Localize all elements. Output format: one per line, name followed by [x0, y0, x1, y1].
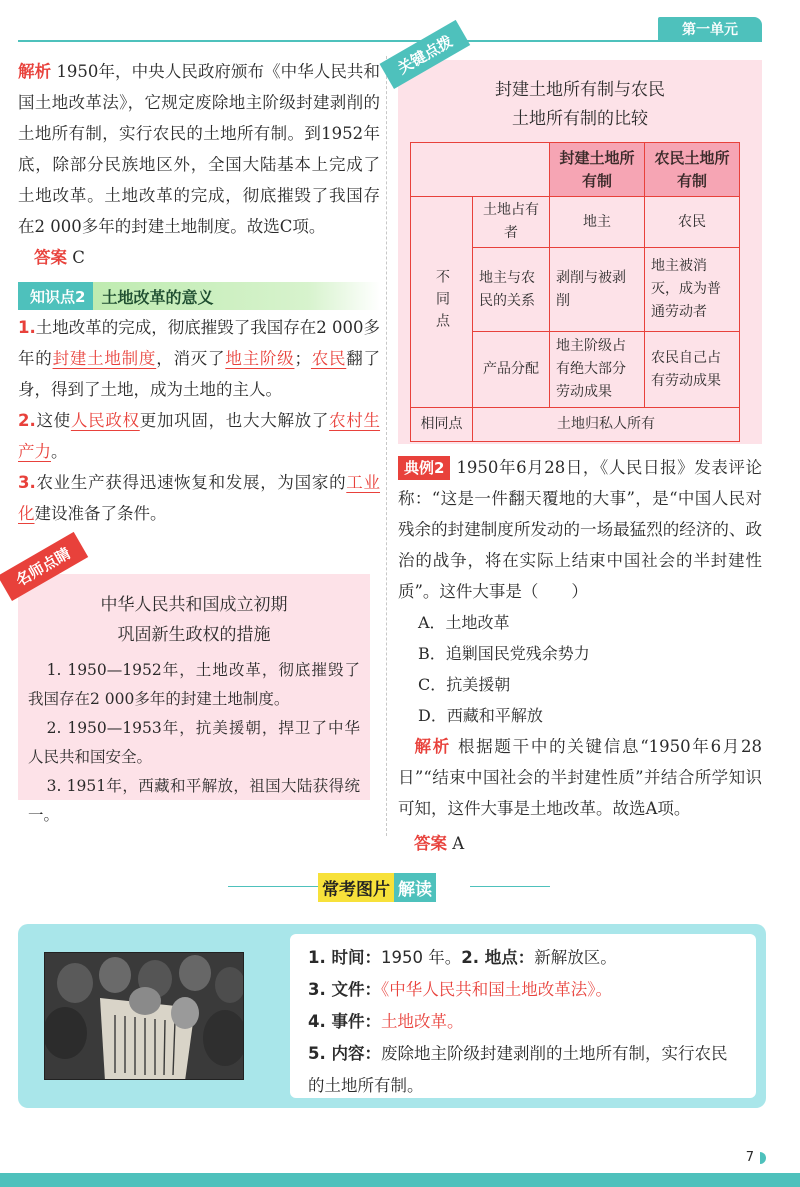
column-divider [386, 56, 387, 836]
info-value: 土地改革。 [381, 1012, 464, 1031]
page-marker [760, 1152, 766, 1164]
item-text: 翻了身，得到了土地，成为土地的主人。 [18, 349, 381, 399]
info-value: 1950 年。 [381, 948, 462, 967]
teacher-point-1: 1. 1950—1952年，土地改革，彻底摧毁了我国存在2 000多年的封建土地制度。 [28, 661, 360, 708]
teacher-tips-ribbon: 名师点睛 [0, 532, 88, 601]
table-cell: 农民 [645, 197, 740, 248]
item-text: 。 [51, 442, 68, 461]
info-line-1 [308, 942, 738, 974]
key-title-line-2: 土地所有制的比较 [512, 109, 648, 129]
info-value: 新解放区。 [534, 948, 617, 967]
item-text: 农业生产获得迅速恢复和发展，为国家的 [35, 473, 347, 492]
table-cell: 地主被消灭，成为普通劳动者 [645, 248, 740, 332]
info-key: 3. 文件： [308, 980, 381, 999]
significance-item-2 [18, 405, 380, 467]
knowledge-point-title: 土地改革的意义 [101, 287, 214, 307]
table-header-cell: 农民土地所有制 [645, 143, 740, 197]
item-text: 这使 [35, 411, 71, 430]
table-row [411, 197, 740, 248]
option-a: A．土地改革 [418, 613, 510, 632]
info-line-3 [308, 1006, 738, 1038]
comparison-table [410, 142, 740, 442]
table-header-cell: 封建土地所有制 [550, 143, 645, 197]
right-column [398, 452, 762, 860]
bottom-bar [0, 1173, 800, 1187]
option-d: D．西藏和平解放 [418, 706, 543, 725]
teacher-tips-body [18, 650, 370, 830]
key-term: 农民 [310, 349, 347, 368]
example-tag: 典例2 [398, 456, 450, 480]
option-c: C．抗美援朝 [418, 675, 511, 694]
table-row [411, 408, 740, 442]
info-value: 《中华人民共和国土地改革法》。 [381, 980, 612, 999]
left-column [18, 56, 380, 529]
page-number: 7 [745, 1150, 754, 1165]
answer-value: A [452, 834, 465, 853]
table-cell: 地主与农民的关系 [473, 248, 550, 332]
info-key: 4. 事件： [308, 1012, 381, 1031]
same-value-cell: 土地归私人所有 [473, 408, 740, 442]
item-text: ； [294, 349, 311, 368]
info-value: 废除地主阶级封建剥削的土地所有制，实行农民的土地所有制。 [308, 1044, 728, 1095]
item-text: ，消灭了 [156, 349, 226, 368]
divider-line-right [470, 886, 550, 887]
item-number: 2. [18, 411, 36, 430]
key-term: 封建土地制度 [52, 349, 157, 368]
table-cell: 土地占有者 [473, 197, 550, 248]
option-b: B．追剿国民党残余势力 [418, 644, 590, 663]
picture-box [18, 924, 766, 1108]
picture-section-divider [0, 870, 800, 910]
answer-line-2 [398, 828, 762, 860]
diff-label-cell: 不同点 [411, 197, 473, 408]
info-key: 2. 地点： [461, 948, 535, 967]
same-label-cell: 相同点 [411, 408, 473, 442]
key-points-title [398, 60, 762, 134]
info-key: 5. 内容： [308, 1044, 381, 1063]
table-cell: 农民自己占有劳动成果 [645, 332, 740, 408]
significance-item-3 [18, 467, 380, 529]
info-line-4 [308, 1038, 738, 1102]
top-rule [18, 40, 762, 42]
teacher-point-3: 3. 1951年，西藏和平解放，祖国大陆获得统一。 [28, 777, 360, 824]
key-points-box [394, 32, 762, 444]
picture-title-b: 解读 [394, 873, 436, 902]
teacher-point-2: 2. 1950—1953年，抗美援朝，捍卫了中华人民共和国安全。 [28, 719, 360, 766]
analysis-text: 1950年，中央人民政府颁布《中华人民共和国土地改革法》，它规定废除地主阶级封建剥削的土地所有制，实行农民的土地所有制。到1952年底，除部分民族地区外，全国大陆基本上完成了土地改革。土地改革的完成，彻底摧毁了我国存在2 000多年的封建土地制度。故选C项。 [18, 62, 380, 236]
picture-title-a: 常考图片 [318, 873, 394, 902]
item-number: 3. [18, 473, 36, 492]
picture-section-title [318, 872, 468, 902]
key-term: 地主阶级 [225, 349, 295, 368]
info-line-2 [308, 974, 738, 1006]
photo-illustration [45, 953, 244, 1080]
significance-item-1 [18, 312, 380, 405]
unit-tab: 第一单元 [658, 17, 762, 41]
table-corner-cell [411, 143, 550, 197]
historical-photo [44, 952, 244, 1080]
key-term: 农村生产力 [18, 411, 381, 461]
teacher-tips-title [18, 574, 370, 650]
table-cell: 地主 [550, 197, 645, 248]
teacher-tips-box [12, 544, 370, 824]
item-text: 土地改革的完成，彻底摧毁了我国存在2 000多年的 [18, 318, 380, 368]
key-term: 工业化 [18, 473, 381, 523]
key-points-ribbon: 关键点拨 [380, 20, 471, 89]
question-text: 1950年6月28日，《人民日报》发表评论称：“这是一件翻天覆地的大事”，是“中国人民对残余的封建制度所发动的一场最猛烈的经济的、政治的战争，将在实际上结束中国社会的半封建性质”。这件大事是（ ） [398, 458, 762, 601]
analysis-paragraph-2 [398, 731, 762, 824]
answer-label: 答案 [414, 834, 447, 853]
teacher-title-line-1: 中华人民共和国成立初期 [100, 595, 288, 615]
answer-line-1 [18, 242, 380, 274]
divider-line-left [228, 886, 318, 887]
analysis-paragraph-1 [18, 56, 380, 242]
analysis-label: 解析 [18, 62, 52, 81]
table-cell: 产品分配 [473, 332, 550, 408]
key-title-line-1: 封建土地所有制与农民 [495, 80, 665, 100]
info-key: 1. 时间： [308, 948, 381, 967]
analysis-label: 解析 [414, 737, 451, 756]
table-cell: 地主阶级占有绝大部分劳动成果 [550, 332, 645, 408]
analysis-text: 根据题干中的关键信息“1950年6月28日”“结束中国社会的半封建性质”并结合所学知识可知，这件大事是土地改革。故选A项。 [398, 737, 763, 818]
answer-value: C [72, 248, 85, 267]
answer-label: 答案 [34, 248, 67, 267]
example-question [398, 452, 762, 607]
teacher-title-line-2: 巩固新生政权的措施 [117, 625, 271, 645]
knowledge-point-tag: 知识点2 [18, 282, 93, 310]
item-text: 更加巩固，也大大解放了 [139, 411, 330, 430]
key-term: 人民政权 [70, 411, 140, 430]
table-header-row [411, 143, 740, 197]
picture-info-panel [290, 934, 756, 1098]
item-number: 1. [18, 318, 36, 337]
knowledge-point-heading [18, 282, 380, 310]
table-cell: 剥削与被剥削 [550, 248, 645, 332]
item-text: 建设准备了条件。 [34, 504, 167, 523]
